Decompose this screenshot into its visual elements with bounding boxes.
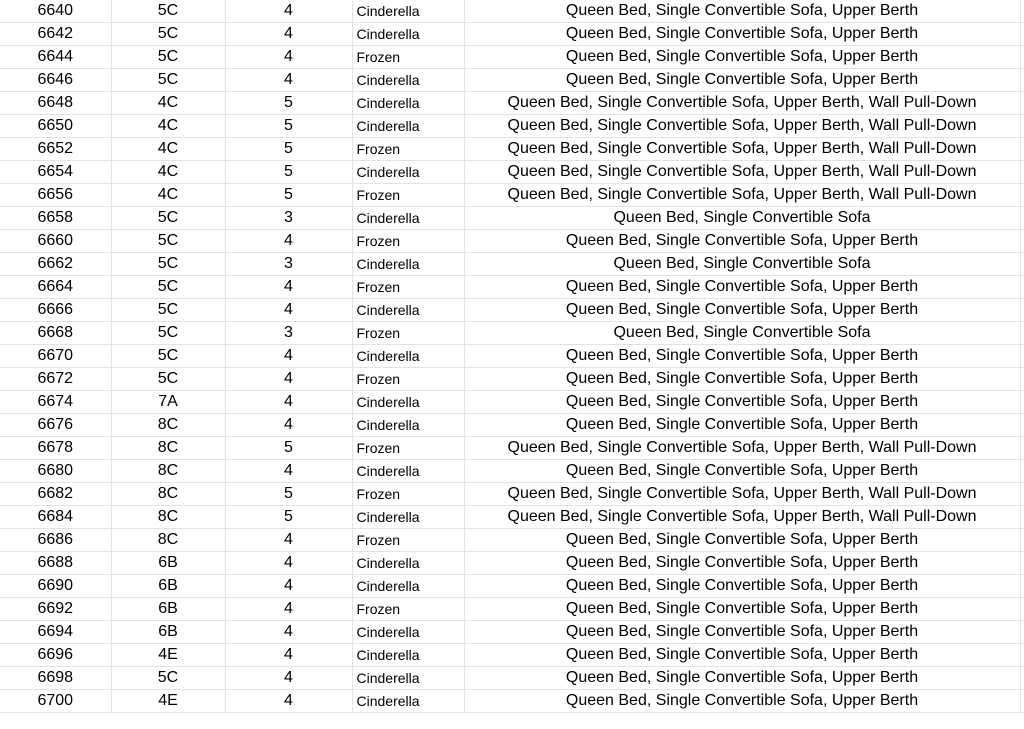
next-column-cell[interactable] (1020, 483, 1024, 506)
stateroom-cell[interactable]: 6668 (0, 322, 111, 345)
table-row (0, 345, 1024, 368)
theme-cell[interactable]: Cinderella (352, 575, 464, 598)
occupancy-cell[interactable]: 4 (225, 529, 352, 552)
category-cell[interactable]: 5C (111, 368, 225, 391)
occupancy-cell[interactable]: 5 (225, 184, 352, 207)
stateroom-cell[interactable]: 6666 (0, 299, 111, 322)
table-row (0, 506, 1024, 529)
next-column-cell[interactable] (1020, 414, 1024, 437)
beds-cell[interactable]: Queen Bed, Single Convertible Sofa, Upper Berth, Wall Pull-Down (464, 483, 1020, 506)
beds-cell[interactable]: Queen Bed, Single Convertible Sofa, Upper Berth (464, 276, 1020, 299)
category-cell[interactable]: 6B (111, 552, 225, 575)
stateroom-cell[interactable]: 6694 (0, 621, 111, 644)
next-column-cell[interactable] (1020, 368, 1024, 391)
theme-cell[interactable]: Cinderella (352, 391, 464, 414)
theme-cell[interactable]: Frozen (352, 184, 464, 207)
next-column-cell[interactable] (1020, 667, 1024, 690)
category-cell[interactable]: 4C (111, 115, 225, 138)
stateroom-cell[interactable]: 6684 (0, 506, 111, 529)
theme-cell[interactable]: Frozen (352, 529, 464, 552)
occupancy-cell[interactable]: 4 (225, 0, 352, 23)
stateroom-cell[interactable]: 6700 (0, 690, 111, 713)
next-column-cell[interactable] (1020, 345, 1024, 368)
next-column-cell[interactable] (1020, 552, 1024, 575)
next-column-cell[interactable] (1020, 0, 1024, 23)
category-cell[interactable]: 4E (111, 644, 225, 667)
theme-cell[interactable]: Cinderella (352, 552, 464, 575)
occupancy-cell[interactable]: 4 (225, 299, 352, 322)
category-cell[interactable]: 4C (111, 161, 225, 184)
occupancy-cell[interactable]: 5 (225, 138, 352, 161)
beds-cell[interactable]: Queen Bed, Single Convertible Sofa, Upper Berth (464, 391, 1020, 414)
category-cell[interactable]: 5C (111, 345, 225, 368)
table-row (0, 115, 1024, 138)
category-cell[interactable]: 8C (111, 437, 225, 460)
beds-cell[interactable]: Queen Bed, Single Convertible Sofa, Upper Berth (464, 644, 1020, 667)
table-row (0, 690, 1024, 713)
category-cell[interactable]: 8C (111, 460, 225, 483)
category-cell[interactable]: 5C (111, 276, 225, 299)
category-cell[interactable]: 5C (111, 207, 225, 230)
category-cell[interactable]: 5C (111, 253, 225, 276)
stateroom-cell[interactable]: 6640 (0, 0, 111, 23)
beds-cell[interactable]: Queen Bed, Single Convertible Sofa, Upper Berth (464, 69, 1020, 92)
theme-cell[interactable]: Cinderella (352, 0, 464, 23)
occupancy-cell[interactable]: 4 (225, 667, 352, 690)
stateroom-cell[interactable]: 6658 (0, 207, 111, 230)
table-row (0, 552, 1024, 575)
stateroom-cell[interactable]: 6678 (0, 437, 111, 460)
beds-cell[interactable]: Queen Bed, Single Convertible Sofa, Upper Berth (464, 552, 1020, 575)
theme-cell[interactable]: Cinderella (352, 644, 464, 667)
category-cell[interactable]: 4C (111, 184, 225, 207)
beds-cell[interactable]: Queen Bed, Single Convertible Sofa (464, 322, 1020, 345)
next-column-cell[interactable] (1020, 46, 1024, 69)
next-column-cell[interactable] (1020, 138, 1024, 161)
table-row (0, 598, 1024, 621)
category-cell[interactable]: 5C (111, 322, 225, 345)
stateroom-cell[interactable]: 6650 (0, 115, 111, 138)
theme-cell[interactable]: Cinderella (352, 621, 464, 644)
stateroom-cell[interactable]: 6664 (0, 276, 111, 299)
stateroom-cell[interactable]: 6646 (0, 69, 111, 92)
occupancy-cell[interactable]: 4 (225, 644, 352, 667)
beds-cell[interactable]: Queen Bed, Single Convertible Sofa, Upper Berth, Wall Pull-Down (464, 184, 1020, 207)
category-cell[interactable]: 5C (111, 667, 225, 690)
table-row (0, 575, 1024, 598)
category-cell[interactable]: 8C (111, 506, 225, 529)
beds-cell[interactable]: Queen Bed, Single Convertible Sofa, Upper Berth (464, 460, 1020, 483)
category-cell[interactable]: 4E (111, 690, 225, 713)
category-cell[interactable]: 7A (111, 391, 225, 414)
stateroom-cell[interactable]: 6686 (0, 529, 111, 552)
theme-cell[interactable]: Cinderella (352, 345, 464, 368)
next-column-cell[interactable] (1020, 598, 1024, 621)
occupancy-cell[interactable]: 4 (225, 460, 352, 483)
table-row (0, 69, 1024, 92)
stateroom-cell[interactable]: 6696 (0, 644, 111, 667)
stateroom-cell[interactable]: 6680 (0, 460, 111, 483)
theme-cell[interactable]: Frozen (352, 138, 464, 161)
next-column-cell[interactable] (1020, 506, 1024, 529)
category-cell[interactable]: 4C (111, 92, 225, 115)
table-row (0, 322, 1024, 345)
stateroom-cell[interactable]: 6656 (0, 184, 111, 207)
table-row (0, 483, 1024, 506)
next-column-cell[interactable] (1020, 690, 1024, 713)
theme-cell[interactable]: Cinderella (352, 115, 464, 138)
stateroom-cell[interactable]: 6674 (0, 391, 111, 414)
beds-cell[interactable]: Queen Bed, Single Convertible Sofa, Upper Berth (464, 690, 1020, 713)
next-column-cell[interactable] (1020, 529, 1024, 552)
stateroom-cell[interactable]: 6676 (0, 414, 111, 437)
theme-cell[interactable]: Cinderella (352, 161, 464, 184)
stateroom-cell[interactable]: 6654 (0, 161, 111, 184)
next-column-cell[interactable] (1020, 322, 1024, 345)
category-cell[interactable]: 6B (111, 598, 225, 621)
occupancy-cell[interactable]: 5 (225, 92, 352, 115)
category-cell[interactable]: 4C (111, 138, 225, 161)
category-cell[interactable]: 5C (111, 0, 225, 23)
next-column-cell[interactable] (1020, 207, 1024, 230)
beds-cell[interactable]: Queen Bed, Single Convertible Sofa, Upper Berth (464, 230, 1020, 253)
next-column-cell[interactable] (1020, 23, 1024, 46)
occupancy-cell[interactable]: 5 (225, 161, 352, 184)
beds-cell[interactable]: Queen Bed, Single Convertible Sofa, Upper Berth (464, 529, 1020, 552)
table-row (0, 184, 1024, 207)
next-column-cell[interactable] (1020, 69, 1024, 92)
theme-cell[interactable]: Cinderella (352, 460, 464, 483)
beds-cell[interactable]: Queen Bed, Single Convertible Sofa, Upper Berth, Wall Pull-Down (464, 437, 1020, 460)
table-row (0, 621, 1024, 644)
table-row (0, 644, 1024, 667)
beds-cell[interactable]: Queen Bed, Single Convertible Sofa, Upper Berth, Wall Pull-Down (464, 115, 1020, 138)
beds-cell[interactable]: Queen Bed, Single Convertible Sofa, Upper Berth (464, 575, 1020, 598)
theme-cell[interactable]: Cinderella (352, 207, 464, 230)
next-column-cell[interactable] (1020, 161, 1024, 184)
theme-cell[interactable]: Frozen (352, 483, 464, 506)
beds-cell[interactable]: Queen Bed, Single Convertible Sofa, Upper Berth (464, 0, 1020, 23)
next-column-cell[interactable] (1020, 253, 1024, 276)
category-cell[interactable]: 8C (111, 414, 225, 437)
stateroom-cell[interactable]: 6670 (0, 345, 111, 368)
theme-cell[interactable]: Frozen (352, 230, 464, 253)
table-row (0, 161, 1024, 184)
beds-cell[interactable]: Queen Bed, Single Convertible Sofa (464, 253, 1020, 276)
theme-cell[interactable]: Cinderella (352, 299, 464, 322)
stateroom-cell[interactable]: 6698 (0, 667, 111, 690)
beds-cell[interactable]: Queen Bed, Single Convertible Sofa, Upper Berth (464, 299, 1020, 322)
stateroom-cell[interactable]: 6662 (0, 253, 111, 276)
table-row (0, 460, 1024, 483)
theme-cell[interactable]: Cinderella (352, 667, 464, 690)
beds-cell[interactable]: Queen Bed, Single Convertible Sofa, Upper Berth, Wall Pull-Down (464, 138, 1020, 161)
stateroom-cell[interactable]: 6660 (0, 230, 111, 253)
occupancy-cell[interactable]: 5 (225, 506, 352, 529)
table-row (0, 368, 1024, 391)
occupancy-cell[interactable]: 5 (225, 483, 352, 506)
theme-cell[interactable]: Cinderella (352, 690, 464, 713)
table-row (0, 230, 1024, 253)
occupancy-cell[interactable]: 4 (225, 391, 352, 414)
next-column-cell[interactable] (1020, 299, 1024, 322)
category-cell[interactable]: 5C (111, 23, 225, 46)
next-column-cell[interactable] (1020, 644, 1024, 667)
occupancy-cell[interactable]: 4 (225, 276, 352, 299)
table-row (0, 23, 1024, 46)
stateroom-cell[interactable]: 6648 (0, 92, 111, 115)
beds-cell[interactable]: Queen Bed, Single Convertible Sofa, Upper Berth (464, 46, 1020, 69)
next-column-cell[interactable] (1020, 621, 1024, 644)
category-cell[interactable]: 8C (111, 529, 225, 552)
table-row (0, 207, 1024, 230)
theme-cell[interactable]: Cinderella (352, 69, 464, 92)
theme-cell[interactable]: Frozen (352, 276, 464, 299)
stateroom-cell[interactable]: 6692 (0, 598, 111, 621)
beds-cell[interactable]: Queen Bed, Single Convertible Sofa, Upper Berth (464, 23, 1020, 46)
category-cell[interactable]: 6B (111, 575, 225, 598)
stateroom-cell[interactable]: 6672 (0, 368, 111, 391)
stateroom-cell[interactable]: 6690 (0, 575, 111, 598)
beds-cell[interactable]: Queen Bed, Single Convertible Sofa, Upper Berth (464, 621, 1020, 644)
theme-cell[interactable]: Frozen (352, 46, 464, 69)
category-cell[interactable]: 5C (111, 69, 225, 92)
next-column-cell[interactable] (1020, 437, 1024, 460)
beds-cell[interactable]: Queen Bed, Single Convertible Sofa, Upper Berth (464, 667, 1020, 690)
table-row (0, 667, 1024, 690)
next-column-cell[interactable] (1020, 230, 1024, 253)
occupancy-cell[interactable]: 4 (225, 368, 352, 391)
table-row (0, 437, 1024, 460)
occupancy-cell[interactable]: 4 (225, 552, 352, 575)
table-row (0, 138, 1024, 161)
category-cell[interactable]: 6B (111, 621, 225, 644)
beds-cell[interactable]: Queen Bed, Single Convertible Sofa, Upper Berth (464, 414, 1020, 437)
occupancy-cell[interactable]: 4 (225, 414, 352, 437)
table-row (0, 92, 1024, 115)
category-cell[interactable]: 5C (111, 299, 225, 322)
occupancy-cell[interactable]: 5 (225, 115, 352, 138)
theme-cell[interactable]: Cinderella (352, 506, 464, 529)
occupancy-cell[interactable]: 4 (225, 46, 352, 69)
occupancy-cell[interactable]: 4 (225, 598, 352, 621)
occupancy-cell[interactable]: 4 (225, 230, 352, 253)
theme-cell[interactable]: Cinderella (352, 92, 464, 115)
occupancy-cell[interactable]: 3 (225, 253, 352, 276)
table-row (0, 0, 1024, 23)
occupancy-cell[interactable]: 3 (225, 207, 352, 230)
table-row (0, 276, 1024, 299)
beds-cell[interactable]: Queen Bed, Single Convertible Sofa (464, 207, 1020, 230)
occupancy-cell[interactable]: 4 (225, 23, 352, 46)
stateroom-cell[interactable]: 6652 (0, 138, 111, 161)
beds-cell[interactable]: Queen Bed, Single Convertible Sofa, Upper Berth (464, 598, 1020, 621)
table-row (0, 414, 1024, 437)
next-column-cell[interactable] (1020, 115, 1024, 138)
category-cell[interactable]: 5C (111, 46, 225, 69)
occupancy-cell[interactable]: 4 (225, 69, 352, 92)
theme-cell[interactable]: Cinderella (352, 23, 464, 46)
occupancy-cell[interactable]: 4 (225, 575, 352, 598)
occupancy-cell[interactable]: 4 (225, 345, 352, 368)
table-row (0, 253, 1024, 276)
table-row (0, 46, 1024, 69)
table-row (0, 299, 1024, 322)
table-row (0, 391, 1024, 414)
occupancy-cell[interactable]: 4 (225, 690, 352, 713)
category-cell[interactable]: 5C (111, 230, 225, 253)
occupancy-cell[interactable]: 3 (225, 322, 352, 345)
beds-cell[interactable]: Queen Bed, Single Convertible Sofa, Upper Berth, Wall Pull-Down (464, 506, 1020, 529)
next-column-cell[interactable] (1020, 276, 1024, 299)
theme-cell[interactable]: Frozen (352, 437, 464, 460)
beds-cell[interactable]: Queen Bed, Single Convertible Sofa, Upper Berth, Wall Pull-Down (464, 161, 1020, 184)
table-row (0, 529, 1024, 552)
category-cell[interactable]: 8C (111, 483, 225, 506)
next-column-cell[interactable] (1020, 460, 1024, 483)
beds-cell[interactable]: Queen Bed, Single Convertible Sofa, Upper Berth (464, 368, 1020, 391)
stateroom-cell[interactable]: 6644 (0, 46, 111, 69)
occupancy-cell[interactable]: 5 (225, 437, 352, 460)
next-column-cell[interactable] (1020, 391, 1024, 414)
theme-cell[interactable]: Frozen (352, 368, 464, 391)
theme-cell[interactable]: Frozen (352, 322, 464, 345)
stateroom-cell[interactable]: 6688 (0, 552, 111, 575)
occupancy-cell[interactable]: 4 (225, 621, 352, 644)
next-column-cell[interactable] (1020, 184, 1024, 207)
stateroom-cell[interactable]: 6682 (0, 483, 111, 506)
beds-cell[interactable]: Queen Bed, Single Convertible Sofa, Upper Berth, Wall Pull-Down (464, 92, 1020, 115)
next-column-cell[interactable] (1020, 575, 1024, 598)
theme-cell[interactable]: Cinderella (352, 253, 464, 276)
beds-cell[interactable]: Queen Bed, Single Convertible Sofa, Upper Berth (464, 345, 1020, 368)
next-column-cell[interactable] (1020, 92, 1024, 115)
theme-cell[interactable]: Frozen (352, 598, 464, 621)
theme-cell[interactable]: Cinderella (352, 414, 464, 437)
stateroom-cell[interactable]: 6642 (0, 23, 111, 46)
